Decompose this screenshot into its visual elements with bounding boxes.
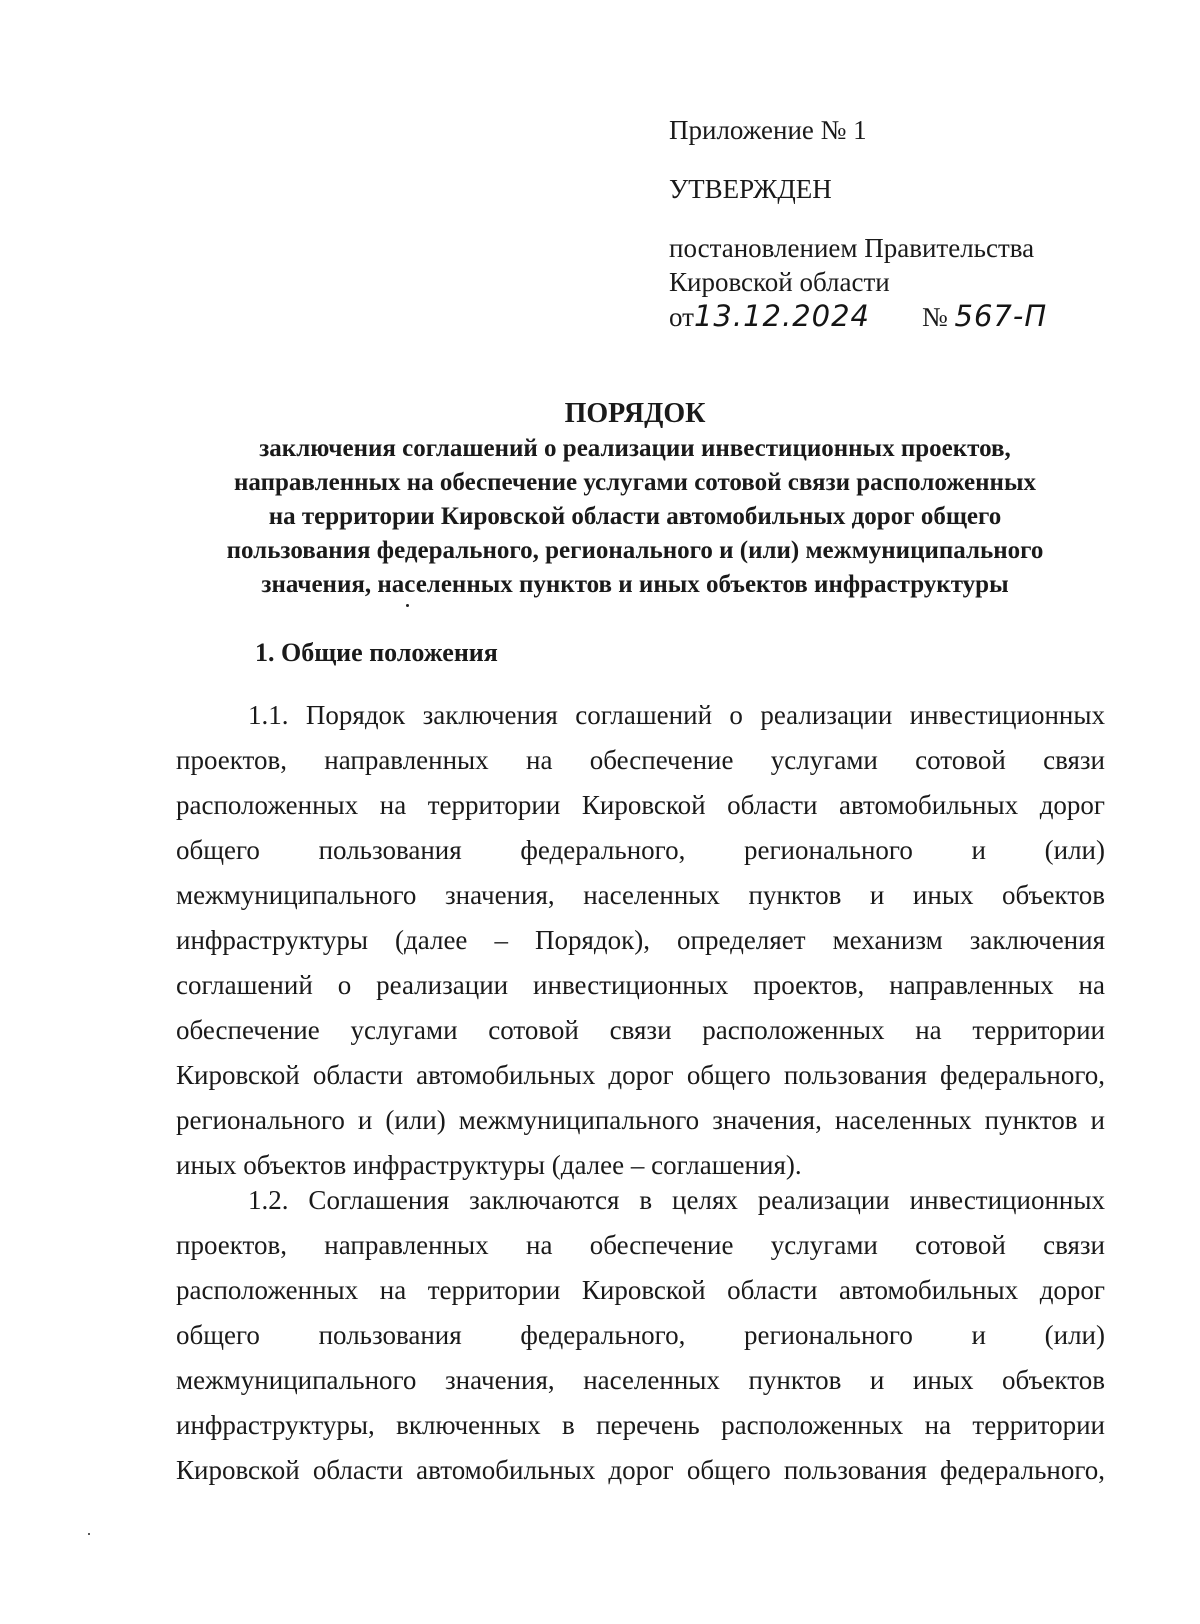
text-line: соглашений о реализации инвестиционных проектов, направленных на bbox=[176, 970, 1105, 1000]
heading-line: пользования федерального, регионального и (или) межмуниципального bbox=[226, 537, 1044, 564]
text-line: расположенных на территории Кировской области автомобильных дорог bbox=[176, 1275, 1105, 1305]
date-number-line bbox=[669, 299, 1089, 334]
text-line: Кировской области автомобильных дорог общего пользования федерального, bbox=[176, 1455, 1105, 1485]
number-prefix: № bbox=[922, 302, 948, 332]
heading-line: заключения соглашений о реализации инвестиционных проектов, bbox=[259, 435, 1011, 462]
text-line: межмуниципального значения, населенных пунктов и иных объектов bbox=[176, 880, 1105, 910]
approved-label: УТВЕРЖДЕН bbox=[669, 174, 832, 204]
paragraph-1-1 bbox=[176, 693, 1105, 1188]
date-prefix: от bbox=[669, 302, 694, 332]
text-line: иных объектов инфраструктуры (далее – соглашения). bbox=[176, 1150, 802, 1180]
text-line: Кировской области автомобильных дорог общего пользования федерального, bbox=[176, 1060, 1105, 1090]
approved-by-line-1: постановлением Правительства bbox=[669, 233, 1035, 263]
text-line: регионального и (или) межмуниципального значения, населенных пунктов и bbox=[176, 1105, 1105, 1135]
heading-line: на территории Кировской области автомобильных дорог общего bbox=[268, 503, 1002, 530]
heading-line: направленных на обеспечение услугами сотовой связи расположенных bbox=[234, 469, 1036, 496]
approved-by-line-2: Кировской области bbox=[669, 267, 890, 297]
paragraph-1-2 bbox=[176, 1178, 1105, 1493]
text-line: межмуниципального значения, населенных пунктов и иных объектов bbox=[176, 1365, 1105, 1395]
text-line: 1.2. Соглашения заключаются в целях реализации инвестиционных bbox=[248, 1185, 1105, 1215]
text-line: проектов, направленных на обеспечение услугами сотовой связи bbox=[176, 1230, 1105, 1260]
heading-line: значения, населенных пунктов и иных объектов инфраструктуры bbox=[261, 571, 1009, 598]
document-title: ПОРЯДОК bbox=[564, 398, 706, 429]
handwritten-date: 13.12.2024 bbox=[693, 299, 870, 333]
text-line: инфраструктуры (далее – Порядок), определяет механизм заключения bbox=[176, 925, 1105, 955]
annex-label: Приложение № 1 bbox=[669, 115, 867, 145]
text-line: проектов, направленных на обеспечение услугами сотовой связи bbox=[176, 745, 1105, 775]
scan-speck bbox=[406, 604, 409, 607]
text-line: общего пользования федерального, регионального и (или) bbox=[176, 1320, 1105, 1350]
text-line: расположенных на территории Кировской области автомобильных дорог bbox=[176, 790, 1105, 820]
handwritten-number: 567-П bbox=[954, 299, 1048, 333]
approval-block bbox=[669, 113, 1089, 334]
text-line: общего пользования федерального, регионального и (или) bbox=[176, 835, 1105, 865]
document-heading bbox=[170, 396, 1100, 602]
scan-speck bbox=[88, 1533, 90, 1535]
section-title: 1. Общие положения bbox=[255, 638, 498, 667]
text-line: 1.1. Порядок заключения соглашений о реализации инвестиционных bbox=[248, 700, 1105, 730]
text-line: обеспечение услугами сотовой связи расположенных на территории bbox=[176, 1015, 1105, 1045]
text-line: инфраструктуры, включенных в перечень расположенных на территории bbox=[176, 1410, 1105, 1440]
